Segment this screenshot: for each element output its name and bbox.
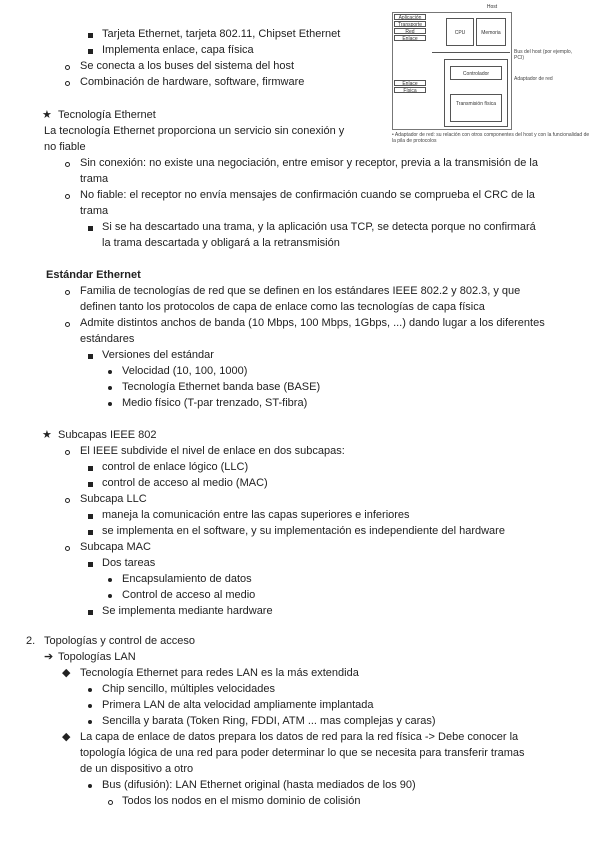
estandar-heading: Estándar Ethernet xyxy=(46,269,141,281)
ethernet-lan: Tecnología Ethernet para redes LAN es la más extendida xyxy=(80,667,359,679)
sin-conexion-2: trama xyxy=(80,173,109,185)
bullet-square xyxy=(88,562,93,567)
bullet-dot xyxy=(108,402,112,406)
nodos: Todos los nodos en el mismo dominio de colisión xyxy=(122,795,361,807)
diamond-icon: ◆ xyxy=(62,731,71,743)
bullet-square xyxy=(88,482,93,487)
bullet-circle xyxy=(65,81,70,86)
tecnologia-heading: Tecnología Ethernet xyxy=(58,109,156,121)
bullet-square xyxy=(88,49,93,54)
top-item-4: Combinación de hardware, software, firmware xyxy=(80,76,305,88)
dos-tareas: Dos tareas xyxy=(102,557,156,569)
figure-bus-label: Bus del host (por ejemplo, PCI) xyxy=(514,49,573,61)
llc-item: control de enlace lógico (LLC) xyxy=(102,461,249,473)
bullet-dot xyxy=(108,578,112,582)
bullet-dot xyxy=(88,688,92,692)
llc-2: se implementa en el software, y su implementación es independiente del hardware xyxy=(102,525,505,537)
bullet-circle xyxy=(65,162,70,167)
bullet-dot xyxy=(88,784,92,788)
topologias-heading: Topologías y control de acceso xyxy=(44,635,196,647)
star-icon: ★ xyxy=(42,429,52,441)
bullet-square xyxy=(88,610,93,615)
bullet-square xyxy=(88,514,93,519)
familia-1: Familia de tecnologías de red que se definen en los estándares IEEE 802.2 y 802.3, y que xyxy=(80,285,521,297)
bullet-circle xyxy=(108,800,113,805)
figure-caption-text: Adaptador de red: su relación con otros componentes del host y con la funcionalidad de la pila de protocolos xyxy=(392,132,590,144)
tecnologia-para-1: La tecnología Ethernet proporciona un servicio sin conexión y xyxy=(44,125,345,137)
llc-title: Subcapa LLC xyxy=(80,493,147,505)
figure-transmision xyxy=(450,94,502,122)
section-number: 2. xyxy=(26,635,36,647)
subcapas-heading: Subcapas IEEE 802 xyxy=(58,429,157,441)
chip: Chip sencillo, múltiples velocidades xyxy=(102,683,276,695)
no-fiable-2: trama xyxy=(80,205,109,217)
figure-memoria: Memoria xyxy=(476,18,506,46)
bullet-square xyxy=(88,530,93,535)
descartada-2: la trama descartada y obligará a la retransmisión xyxy=(102,237,340,249)
figure-fisica: Física xyxy=(394,87,426,93)
bullet-dot xyxy=(108,594,112,598)
bullet-square xyxy=(88,354,93,359)
figure-adaptador-label: Adaptador de red xyxy=(514,76,553,82)
top-item-1: Tarjeta Ethernet, tarjeta 802.11, Chipset Ethernet xyxy=(102,28,341,40)
figure-bus-line xyxy=(432,52,510,53)
capa-2: topología lógica de una red para poder determinar lo que se necesita para transferir tramas xyxy=(80,747,525,759)
mac-item: control de acceso al medio (MAC) xyxy=(102,477,268,489)
figure-red: Red xyxy=(394,28,426,34)
no-fiable-1: No fiable: el receptor no envía mensajes de confirmación cuando se comprueba el CRC de la xyxy=(80,189,535,201)
bus-difusion: Bus (difusión): LAN Ethernet original (hasta mediados de los 90) xyxy=(102,779,416,791)
encapsulamiento: Encapsulamiento de datos xyxy=(122,573,252,585)
bullet-square xyxy=(88,226,93,231)
bullet-dot xyxy=(108,386,112,390)
subdivide: El IEEE subdivide el nivel de enlace en dos subcapas: xyxy=(80,445,345,457)
figure-caption: • Adaptador de red: su relación con otros componentes del host y con la funcionalidad de la pila de protocolos xyxy=(392,132,590,144)
figure-host-label: Host xyxy=(432,4,552,11)
figure-aplicacion: Aplicación xyxy=(394,14,426,20)
mac-title: Subcapa MAC xyxy=(80,541,151,553)
topologias-lan: Topologías LAN xyxy=(58,651,136,663)
bullet-circle xyxy=(65,290,70,295)
familia-2: definen tanto los protocolos de capa de enlace como las tecnologías de capa física xyxy=(80,301,485,313)
network-adapter-figure xyxy=(392,4,592,144)
sin-conexion-1: Sin conexión: no existe una negociación, entre emisor y receptor, previa a la transmisión de la xyxy=(80,157,538,169)
figure-transporte: Transporte xyxy=(394,21,426,27)
primera-lan: Primera LAN de alta velocidad ampliamente implantada xyxy=(102,699,374,711)
figure-transmision-label: Transmisión física xyxy=(455,101,497,107)
bullet-dot xyxy=(88,720,92,724)
admite-2: estándares xyxy=(80,333,135,345)
figure-controlador: Controlador xyxy=(450,66,502,80)
diamond-icon: ◆ xyxy=(62,667,71,679)
figure-enlace-bottom: Enlace xyxy=(394,80,426,86)
versiones: Versiones del estándar xyxy=(102,349,214,361)
llc-1: maneja la comunicación entre las capas superiores e inferiores xyxy=(102,509,410,521)
figure-cpu: CPU xyxy=(446,18,474,46)
control-acceso: Control de acceso al medio xyxy=(122,589,256,601)
bullet-square xyxy=(88,466,93,471)
descartada-1: Si se ha descartado una trama, y la aplicación usa TCP, se detecta porque no confirmará xyxy=(102,221,536,233)
banda-base: Tecnología Ethernet banda base (BASE) xyxy=(122,381,321,393)
mediante-hardware: Se implementa mediante hardware xyxy=(102,605,273,617)
capa-3: de un dispositivo a otro xyxy=(80,763,194,775)
capa-1: La capa de enlace de datos prepara los datos de red para la red física -> Debe conocer la xyxy=(80,731,519,743)
velocidad: Velocidad (10, 100, 1000) xyxy=(122,365,248,377)
bullet-dot xyxy=(88,704,92,708)
bullet-square xyxy=(88,33,93,38)
medio-fisico: Medio físico (T-par trenzado, ST-fibra) xyxy=(122,397,308,409)
bullet-dot xyxy=(108,370,112,374)
top-item-3: Se conecta a los buses del sistema del host xyxy=(80,60,295,72)
bullet-circle xyxy=(65,65,70,70)
top-item-2: Implementa enlace, capa física xyxy=(102,44,254,56)
bullet-circle xyxy=(65,546,70,551)
star-icon: ★ xyxy=(42,109,52,121)
sencilla: Sencilla y barata (Token Ring, FDDI, ATM ... mas complejas y caras) xyxy=(102,715,436,727)
bullet-circle xyxy=(65,498,70,503)
tecnologia-para-2: no fiable xyxy=(44,141,86,153)
bullet-circle xyxy=(65,194,70,199)
figure-enlace-top: Enlace xyxy=(394,35,426,41)
admite-1: Admite distintos anchos de banda (10 Mbps, 100 Mbps, 1Gbps, ...) dando lugar a los diferentes xyxy=(80,317,545,329)
bullet-circle xyxy=(65,322,70,327)
bullet-circle xyxy=(65,450,70,455)
arrow-right-icon: ➔ xyxy=(44,651,54,663)
